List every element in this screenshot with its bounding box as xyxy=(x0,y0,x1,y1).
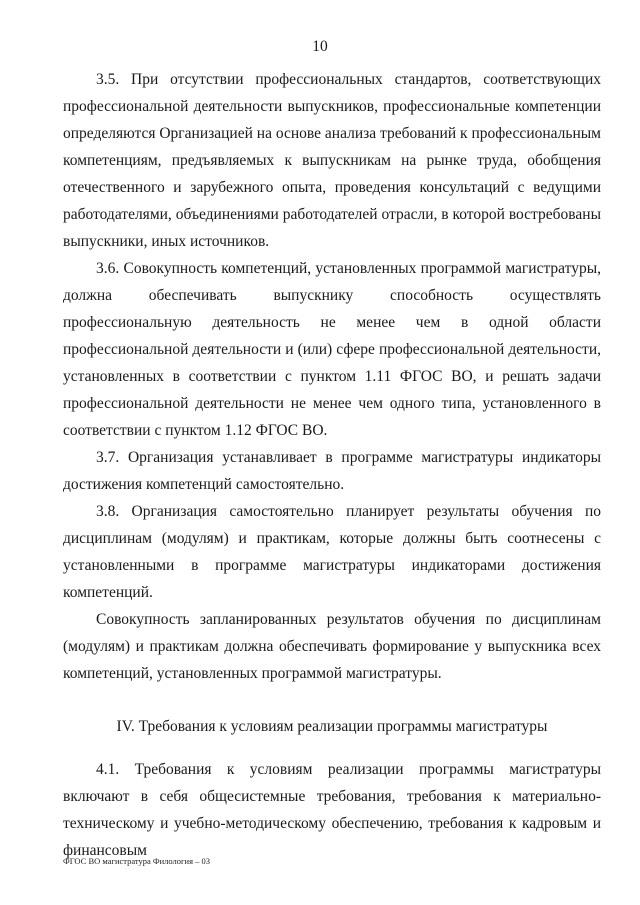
document-body xyxy=(63,66,601,864)
paragraph-3-6: 3.6. Совокупность компетенций, установленных программой магистратуры, должна обеспечивать выпускнику способность осуществлять профессиональную деятельность не менее чем в одной области профессиональной деятельности и (или) сфере профессиональной деятельности, установленных в соответствии с пунктом 1.11 ФГОС ВО, и решать задачи профессиональной деятельности не менее чем одного типа, установленного в соответствии с пунктом 1.12 ФГОС ВО. xyxy=(63,260,601,439)
paragraph-learning-outcomes: Совокупность запланированных результатов обучения по дисциплинам (модулям) и практикам должна обеспечивать формирование у выпускника всех компетенций, установленных программой магистратуры. xyxy=(63,611,601,682)
paragraph-3-8: 3.8. Организация самостоятельно планирует результаты обучения по дисциплинам (модулям) и практикам, которые должны быть соотнесены с установленными в программе магистратуры индикаторами достижения компетенций. xyxy=(63,503,601,601)
paragraph-4-1: 4.1. Требования к условиям реализации программы магистратуры включают в себя общесистемные требования, требования к материально-техническому и учебно-методическому обеспечению, требования к кадровым и финансовым xyxy=(63,761,601,859)
paragraph-3-7: 3.7. Организация устанавливает в программе магистратуры индикаторы достижения компетенций самостоятельно. xyxy=(63,449,601,493)
paragraph-3-5: 3.5. При отсутствии профессиональных стандартов, соответствующих профессиональной деятельности выпускников, профессиональные компетенции определяются Организацией на основе анализа требований к профессиональным компетенциям, предъявляемых к выпускникам на рынке труда, обобщения отечественного и зарубежного опыта, проведения консультаций с ведущими работодателями, объединениями работодателей отрасли, в которой востребованы выпускники, иных источников. xyxy=(63,71,601,250)
page-number: 10 xyxy=(312,38,328,55)
section-heading: IV. Требования к условиям реализации программы магистратуры xyxy=(116,718,548,735)
footer-note: ФГОС ВО магистратура Филология – 03 xyxy=(63,856,210,866)
